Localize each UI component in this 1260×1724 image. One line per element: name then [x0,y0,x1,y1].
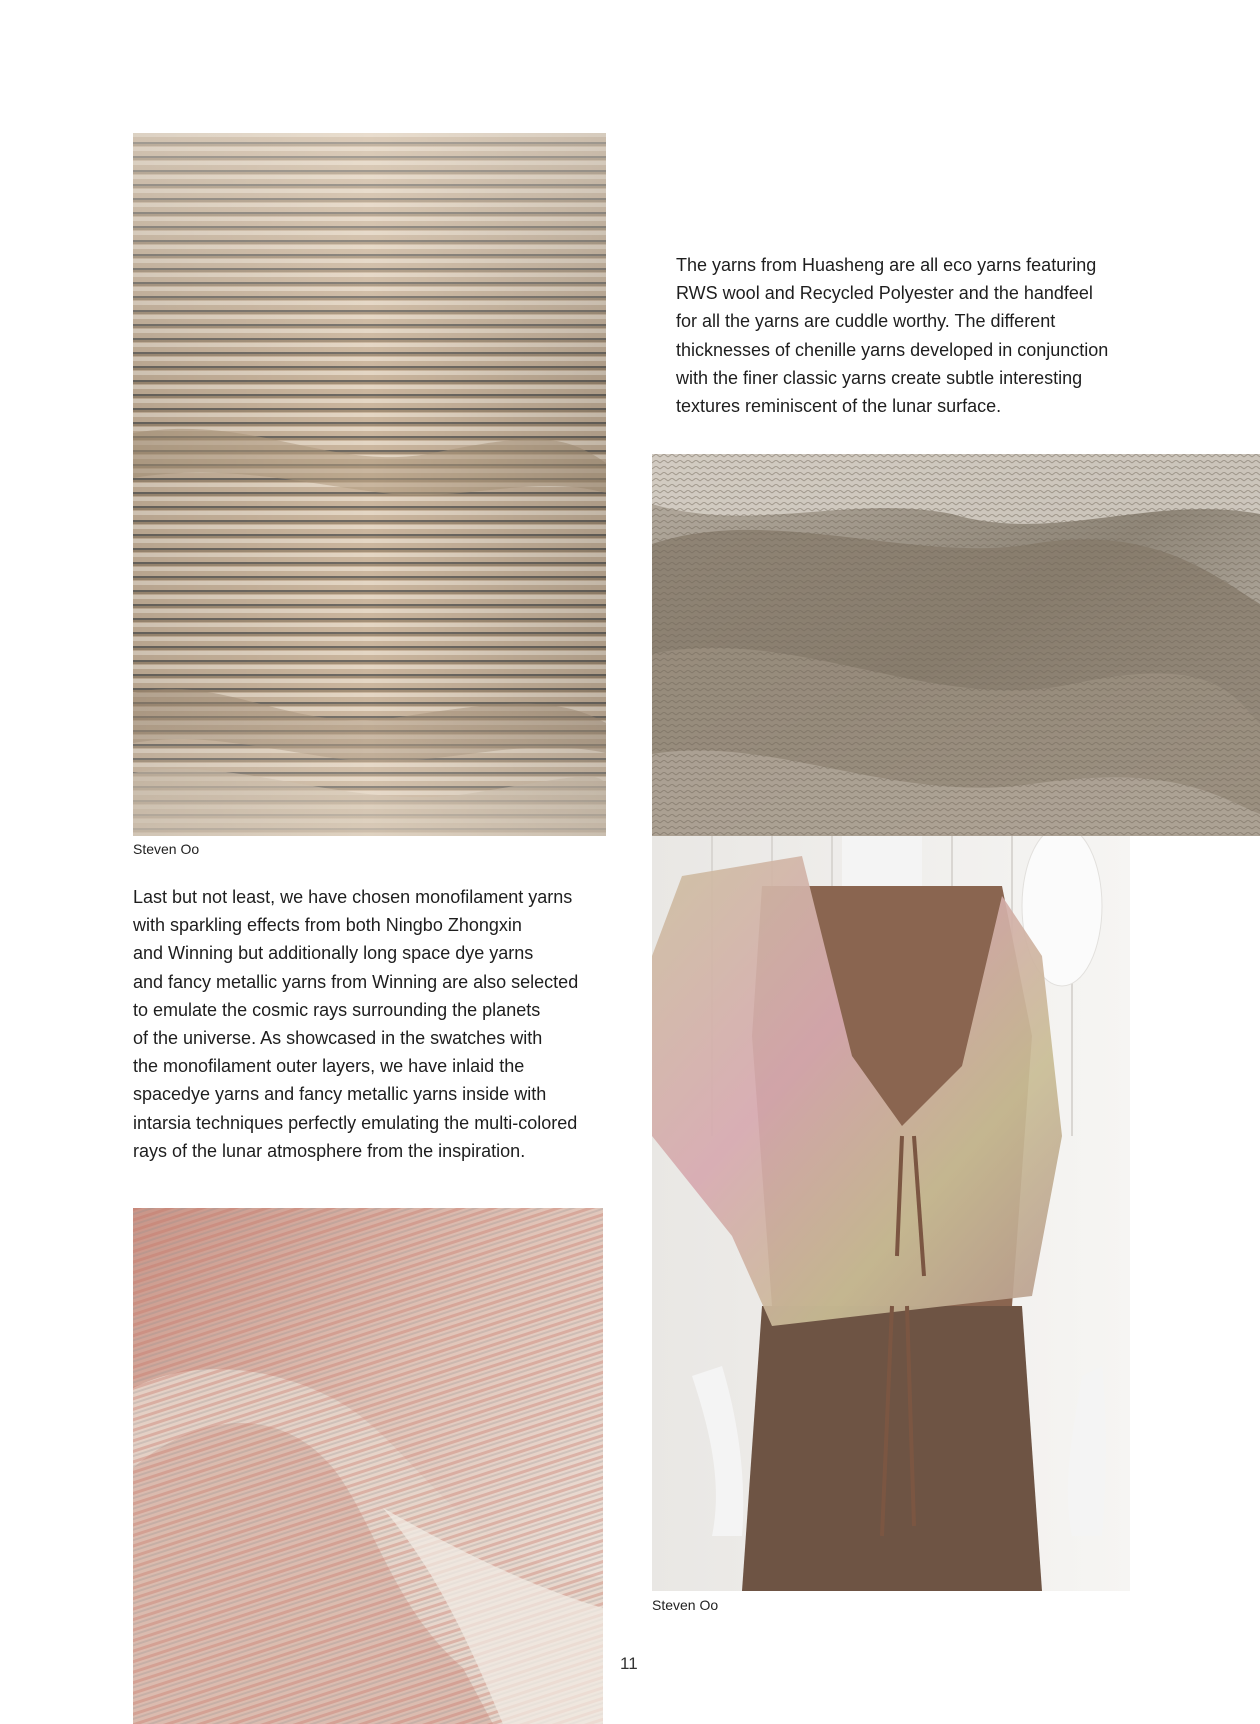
garment-mannequin-photo [652,836,1130,1591]
paragraph-huasheng-yarns [676,251,1108,420]
text-line: RWS wool and Recycled Polyester and the handfeel [676,283,1093,304]
text-line: textures reminiscent of the lunar surface. [676,396,1002,417]
text-line: with sparkling effects from both Ningbo Zhongxin [133,915,522,936]
photo-credit-left: Steven Oo [133,841,200,857]
text-line: of the universe. As showcased in the swatches with [133,1028,543,1049]
text-line: with the finer classic yarns create subtle interesting [676,367,1083,388]
knit-texture-photo-grey [652,454,1260,836]
paragraph-monofilament-yarns [133,883,578,1165]
photo-credit-right: Steven Oo [652,1597,719,1613]
text-line: Last but not least, we have chosen monofilament yarns [133,887,573,907]
text-line: and fancy metallic yarns from Winning are also selected [133,971,579,992]
text-line: rays of the lunar atmosphere from the inspiration. [133,1140,526,1161]
text-line: to emulate the cosmic rays surrounding the planets [133,999,541,1020]
text-line: the monofilament outer layers, we have inlaid the [133,1056,525,1077]
knit-texture-photo-pastel [133,1208,603,1724]
text-line: thicknesses of chenille yarns developed in conjunction [676,339,1109,360]
text-line: The yarns from Huasheng are all eco yarns featuring [676,255,1097,275]
knit-texture-photo-beige [133,133,606,836]
text-line: spacedye yarns and fancy metallic yarns inside with [133,1084,547,1105]
text-line: and Winning but additionally long space dye yarns [133,943,534,964]
page-number: 11 [620,1654,638,1673]
text-line: for all the yarns are cuddle worthy. The different [676,311,1056,332]
text-line: intarsia techniques perfectly emulating the multi-colored [133,1112,578,1133]
